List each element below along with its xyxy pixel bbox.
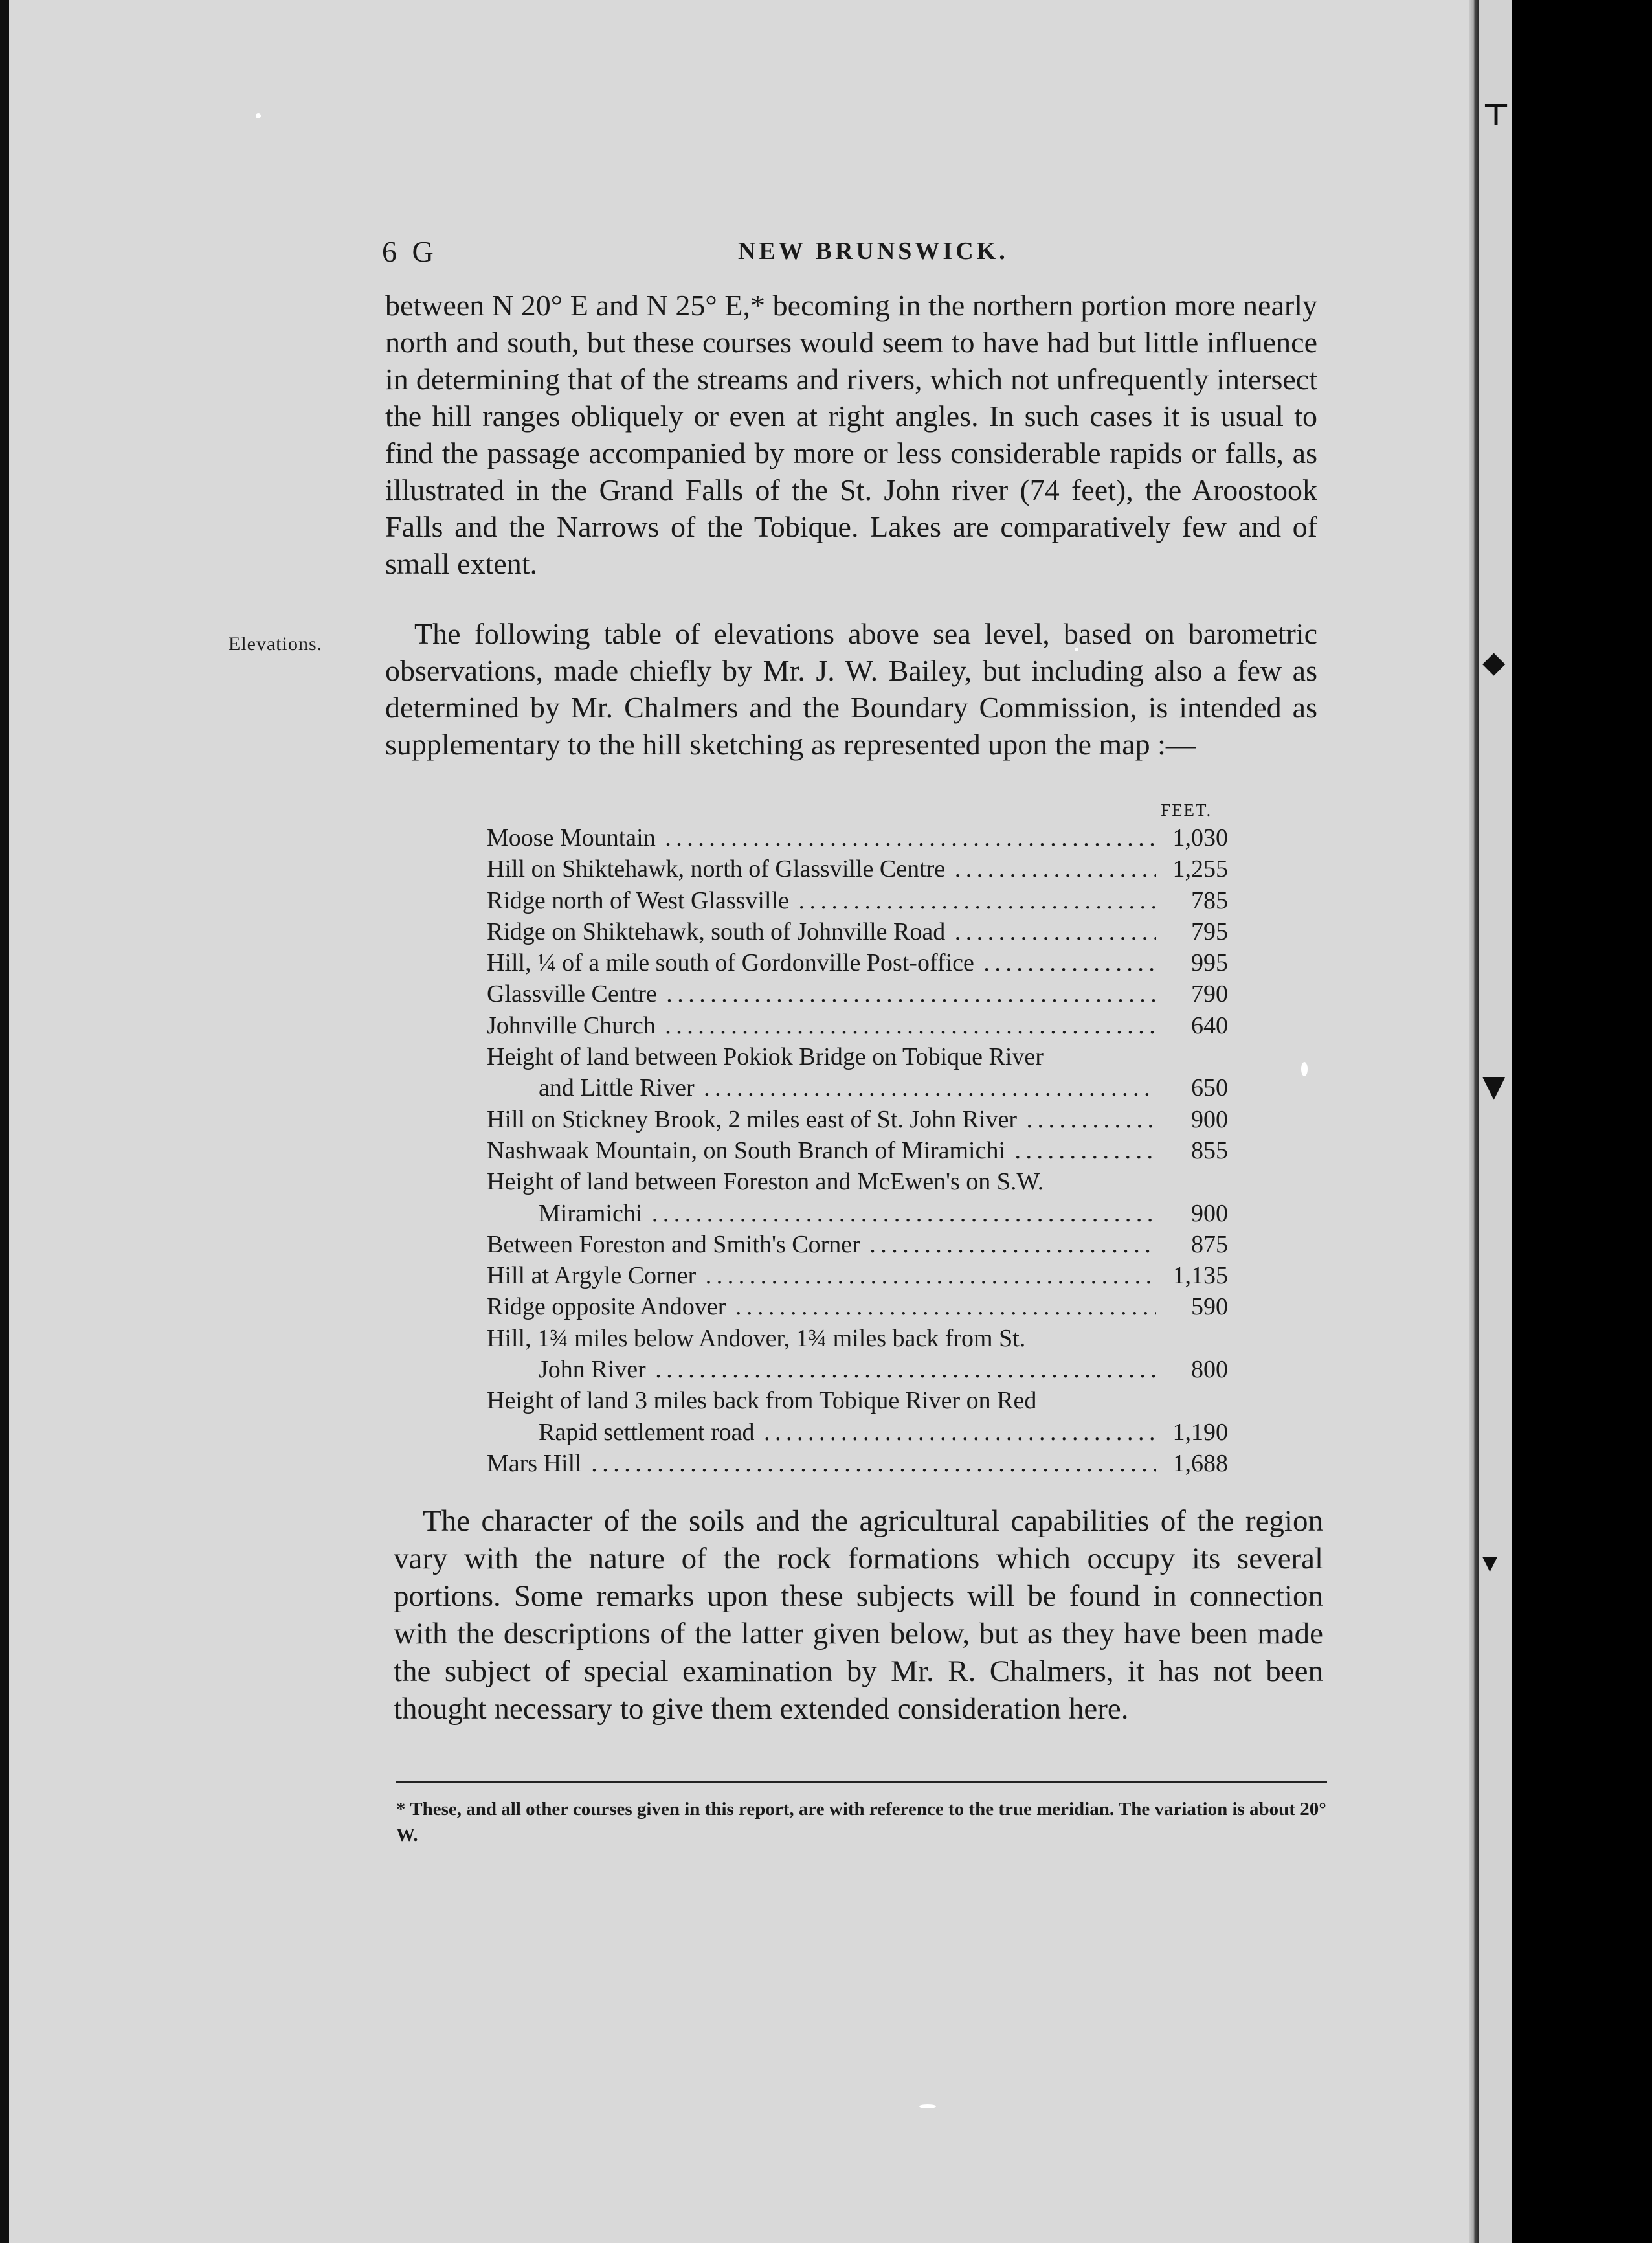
elevation-location xyxy=(487,1072,1156,1103)
elevation-location xyxy=(487,1417,1156,1448)
table-row xyxy=(487,1041,1228,1072)
elevation-value: 650 xyxy=(1156,1072,1228,1103)
elevation-location xyxy=(487,1135,1156,1166)
location-text: Johnville Church xyxy=(487,1012,660,1039)
page-number: 6 G xyxy=(382,235,438,268)
leader-dots xyxy=(978,949,1156,976)
elevation-location xyxy=(487,1325,1029,1352)
elevation-location xyxy=(487,1168,1047,1195)
location-text: John River xyxy=(539,1356,650,1383)
facing-page-strip xyxy=(1479,0,1512,2243)
binding-mark: ▼ xyxy=(1482,1068,1506,1103)
location-text: Nashwaak Mountain, on South Branch of Miramichi xyxy=(487,1137,1009,1164)
elevation-location xyxy=(487,947,1156,978)
elevation-location xyxy=(487,1387,1040,1414)
location-text: Rapid settlement road xyxy=(539,1419,758,1446)
paragraph-3: The character of the soils and the agricultural capabilities of the region vary with the nature of the rock formations which occupy its several portions. Some remarks upon these subjects will be found in connection with the descriptions of the latter given below, but as they have been made the subject of special examination by Mr. R. Chalmers, it has not been thought necessary to give them extended consideration here. xyxy=(394,1504,1323,1726)
leader-dots xyxy=(758,1419,1156,1446)
leader-dots xyxy=(1021,1106,1156,1133)
table-row xyxy=(487,853,1228,885)
elevation-location xyxy=(487,916,1156,947)
elevation-location xyxy=(487,1291,1156,1322)
table-row xyxy=(487,1291,1228,1322)
elevation-location xyxy=(487,978,1156,1009)
scan-background xyxy=(1512,0,1652,2243)
elevation-value: 785 xyxy=(1156,885,1228,916)
elevation-value: 900 xyxy=(1156,1104,1228,1135)
leader-dots xyxy=(949,855,1156,883)
elevation-location xyxy=(487,1229,1156,1260)
elevation-value: 790 xyxy=(1156,978,1228,1009)
scan-speck xyxy=(1301,1062,1308,1076)
table-row xyxy=(487,1323,1228,1354)
location-text: Miramichi xyxy=(539,1200,646,1227)
elevation-location xyxy=(487,1043,1047,1070)
location-text: Hill at Argyle Corner xyxy=(487,1262,700,1289)
location-text: Ridge north of West Glassville xyxy=(487,887,793,914)
location-text: Mars Hill xyxy=(487,1450,586,1477)
location-text: Ridge opposite Andover xyxy=(487,1293,730,1320)
elevation-value: 640 xyxy=(1156,1010,1228,1041)
paragraph-2: The following table of elevations above sea level, based on barometric observations, made chiefly by Mr. J. W. Bailey, but including also a few as determined by Mr. Chalmers and the Boundary Commission, is intended as supplementary to the hill sketching as represented upon the map :— xyxy=(385,617,1317,761)
table-row xyxy=(487,1417,1228,1448)
page-header xyxy=(382,234,1321,273)
elevation-location xyxy=(487,1104,1156,1135)
table-row xyxy=(487,978,1228,1009)
elevation-value: 1,135 xyxy=(1156,1260,1228,1291)
elevation-value: 1,190 xyxy=(1156,1417,1228,1448)
location-text: and Little River xyxy=(539,1074,698,1101)
leader-dots xyxy=(793,887,1156,914)
table-row xyxy=(487,947,1228,978)
table-row xyxy=(487,1010,1228,1041)
location-text: Hill on Shiktehawk, north of Glassville Centre xyxy=(487,855,949,883)
margin-note: Elevations. xyxy=(229,633,323,655)
location-text: Moose Mountain xyxy=(487,824,660,851)
elevation-value: 995 xyxy=(1156,947,1228,978)
location-text: Hill, 1¾ miles below Andover, 1¾ miles back from St. xyxy=(487,1325,1029,1352)
binding-mark: ▾ xyxy=(1482,1544,1498,1579)
table-row xyxy=(487,1354,1228,1385)
table-column-header: FEET. xyxy=(1161,800,1212,820)
table-row xyxy=(487,1072,1228,1103)
elevation-location xyxy=(487,1010,1156,1041)
scan-speck xyxy=(256,113,261,118)
elevation-location xyxy=(487,1260,1156,1291)
elevation-location xyxy=(487,822,1156,853)
table-row xyxy=(487,1229,1228,1260)
location-text: Hill, ¼ of a mile south of Gordonville Post-office xyxy=(487,949,978,976)
location-text: Height of land 3 miles back from Tobique River on Red xyxy=(487,1387,1040,1414)
elevation-value: 1,255 xyxy=(1156,853,1228,885)
elevation-value: 1,030 xyxy=(1156,822,1228,853)
location-text: Glassville Centre xyxy=(487,980,661,1008)
elevation-location xyxy=(487,1354,1156,1385)
location-text: Hill on Stickney Brook, 2 miles east of St. John River xyxy=(487,1106,1021,1133)
elevation-value: 1,688 xyxy=(1156,1448,1228,1479)
elevation-value: 900 xyxy=(1156,1198,1228,1229)
table-row xyxy=(487,1448,1228,1479)
table-row xyxy=(487,1198,1228,1229)
location-text: Height of land between Pokiok Bridge on Tobique River xyxy=(487,1043,1047,1070)
location-text: Height of land between Foreston and McEwen's on S.W. xyxy=(487,1168,1047,1195)
table-row xyxy=(487,916,1228,947)
leader-dots xyxy=(1009,1137,1156,1164)
scan-left-edge xyxy=(0,0,9,2243)
elevation-value: 800 xyxy=(1156,1354,1228,1385)
table-row xyxy=(487,1166,1228,1197)
leader-dots xyxy=(650,1356,1156,1383)
elevation-location xyxy=(487,1198,1156,1229)
scan-speck xyxy=(919,2104,936,2108)
elevation-value: 855 xyxy=(1156,1135,1228,1166)
leader-dots xyxy=(660,824,1156,851)
leader-dots xyxy=(700,1262,1156,1289)
elevation-location xyxy=(487,853,1156,885)
table-row xyxy=(487,885,1228,916)
elevations-table xyxy=(487,822,1228,1479)
leader-dots xyxy=(586,1450,1156,1477)
binding-mark: ◆ xyxy=(1482,644,1506,679)
elevation-location xyxy=(487,1448,1156,1479)
leader-dots xyxy=(646,1200,1156,1227)
location-text: Between Foreston and Smith's Corner xyxy=(487,1231,864,1258)
leader-dots xyxy=(730,1293,1156,1320)
table-row xyxy=(487,822,1228,853)
elevation-location xyxy=(487,885,1156,916)
elevation-value: 795 xyxy=(1156,916,1228,947)
elevation-value: 875 xyxy=(1156,1229,1228,1260)
binding-mark: ⊤ xyxy=(1482,97,1510,132)
table-row xyxy=(487,1385,1228,1416)
running-head: NEW BRUNSWICK. xyxy=(738,238,1009,265)
leader-dots xyxy=(864,1231,1156,1258)
table-row xyxy=(487,1135,1228,1166)
paragraph-1: between N 20° E and N 25° E,* becoming in the northern portion more nearly north and south, but these courses would seem to have had but little influence in determining that of the streams and rivers, which not unfrequently intersect the hill ranges obliquely or even at right angles. In such cases it is usual to find the passage accompanied by more or less considerable rapids or falls, as illustrated in the Grand Falls of the St. John river (74 feet), the Aroostook Falls and the Narrows of the Tobique. Lakes are comparatively few and of small extent. xyxy=(385,289,1317,580)
book-fold-shadow xyxy=(1469,0,1479,2243)
footnote-rule xyxy=(396,1781,1327,1783)
leader-dots xyxy=(698,1074,1156,1101)
leader-dots xyxy=(949,918,1156,945)
leader-dots xyxy=(660,1012,1156,1039)
table-row xyxy=(487,1104,1228,1135)
leader-dots xyxy=(661,980,1156,1008)
table-row xyxy=(487,1260,1228,1291)
location-text: Ridge on Shiktehawk, south of Johnville Road xyxy=(487,918,949,945)
footnote: * These, and all other courses given in this report, are with reference to the true meridian. The variation is about 20° W. xyxy=(396,1799,1326,1845)
elevation-value: 590 xyxy=(1156,1291,1228,1322)
